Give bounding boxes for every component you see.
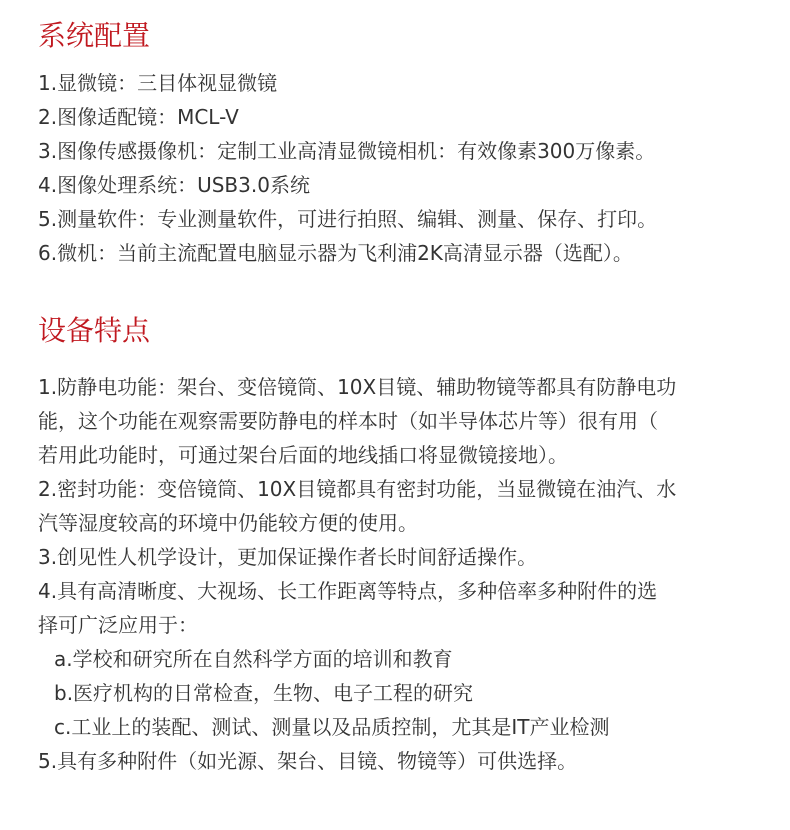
feature-line: 1.防静电功能：架台、变倍镜筒、10X目镜、辅助物镜等都具有防静电功 <box>38 375 677 399</box>
system-config-line: 4.图像处理系统：USB3.0系统 <box>38 173 310 197</box>
feature-line: 能，这个功能在观察需要防静电的样本时（如半导体芯片等）很有用（ <box>38 409 658 433</box>
feature-line: 若用此功能时，可通过架台后面的地线插口将显微镜接地）。 <box>38 443 568 467</box>
system-config-list <box>38 66 758 270</box>
feature-line: 3.创见性人机学设计，更加保证操作者长时间舒适操作。 <box>38 545 538 569</box>
section-title-features: 设备特点 <box>38 314 151 347</box>
feature-subitem-line: a.学校和研究所在自然科学方面的培训和教育 <box>54 647 453 671</box>
section-title-system-config: 系统配置 <box>38 19 151 52</box>
system-config-line: 2.图像适配镜：MCL-V <box>38 105 239 129</box>
feature-line: 汽等湿度较高的环境中仍能较方便的使用。 <box>38 511 418 535</box>
feature-line: 择可广泛应用于： <box>38 613 198 637</box>
feature-subitem-line: b.医疗机构的日常检查，生物、电子工程的研究 <box>54 681 474 705</box>
system-config-line: 5.测量软件：专业测量软件，可进行拍照、编辑、测量、保存、打印。 <box>38 207 658 231</box>
feature-line: 2.密封功能：变倍镜筒、10X目镜都具有密封功能，当显微镜在油汽、水 <box>38 477 677 501</box>
system-config-line: 3.图像传感摄像机：定制工业高清显微镜相机：有效像素300万像素。 <box>38 139 656 163</box>
feature-line: 5.具有多种附件（如光源、架台、目镜、物镜等）可供选择。 <box>38 749 578 773</box>
system-config-line: 1.显微镜：三目体视显微镜 <box>38 71 278 95</box>
features-list <box>38 370 758 778</box>
feature-line: 4.具有高清晰度、大视场、长工作距离等特点，多种倍率多种附件的选 <box>38 579 658 603</box>
system-config-line: 6.微机：当前主流配置电脑显示器为飞利浦2K高清显示器（选配）。 <box>38 241 633 265</box>
feature-subitem-line: c.工业上的装配、测试、测量以及品质控制，尤其是IT产业检测 <box>54 715 610 739</box>
